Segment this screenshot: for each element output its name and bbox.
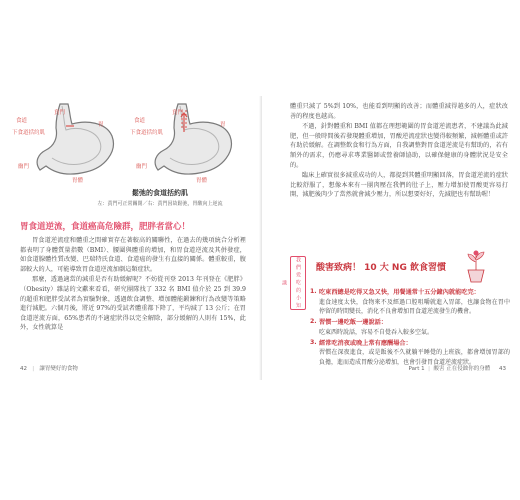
label-pylorus: 幽門: [18, 164, 30, 170]
tip-title: 經常吃消夜或晚上常有應酬場合：: [319, 339, 412, 347]
stomach-reflux-illustration: [144, 102, 244, 188]
right-folio: Part 1 | 酸害 正在侵蝕你的身體 43: [408, 366, 506, 372]
paragraph: 體重只減了 5%到 10%，也能看到明顯的改善；而體重減得越多的人，症狀改善的程度也越高。: [290, 103, 508, 120]
left-body-text: [20, 236, 246, 334]
list-item: [310, 318, 510, 337]
list-item: [310, 339, 510, 367]
tip-title: 吃東西總是吃得又急又快，用餐通常十五分鐘內就能吃完：: [319, 289, 480, 296]
label-pylorus-right: 幽門: [136, 164, 148, 170]
paragraph: 那麼，透過適當的減重是否有助緩解呢？不妨從刊登 2013 年刊登在《肥胖》（Obesity）雜誌的文獻來看看，研究團隊找了 332 名 BMI 值介於 25 到 39.9 的超重和肥胖受試者為實驗對象，透過飲食調整、增加體能鍛鍊和行為改變等策略進行減肥。六個月後，將近 97%的受試者體重都下降了，平均減了 13 公斤；在胃食道逆流方面，65%患者的不適症狀得以完全解除，部分緩解的人則有 15%，此外，女性就算是: [20, 276, 246, 332]
tips-list: [310, 288, 510, 369]
right-body-text: [290, 102, 508, 201]
tips-heading: 酸害致病！ 10 大 NG 飲食習慣: [316, 263, 446, 273]
paragraph: 臨床上確實很多減重成功的人，都提到其體重明顯回落，胃食道逆流的症狀比較舒服了，想像本來有一團肉壓在我們的肚子上，壓力增加使胃酸更容易打開，減肥後肉少了當然就會減少壓力，所以想要好好，先減肥也有幫助喔！: [290, 172, 508, 199]
right-page: [262, 96, 520, 380]
label-esophagus-right: 食道: [134, 118, 146, 124]
side-tab: 我 們 愛 吃 的 小 知 識: [290, 256, 306, 310]
label-cardia-right: 賁門: [172, 110, 184, 116]
running-title: 讓胃變好的食物: [39, 366, 78, 372]
book-spread: [0, 96, 520, 380]
left-page: [0, 96, 262, 380]
tip-body: 習慣在深夜進食，或是飯後不久就躺平睡覺的上班族，都會增加胃部的負擔，進而造成胃酸分泌增加，也會引發胃食道逆流症狀。: [319, 349, 510, 366]
figure-caption: [80, 188, 240, 207]
label-les-right: 下食道括約肌: [130, 130, 164, 136]
part-label: Part 1: [408, 366, 425, 372]
tip-number: 2.: [310, 318, 317, 325]
page-number: 43: [499, 366, 506, 372]
figure-caption-subtitle: 左：賁門可正常關閉／右：賁門因故鬆弛，胃酸向上逆流: [97, 201, 223, 207]
label-stomach-right: 胃: [220, 122, 226, 128]
label-esophagus: 食道: [16, 118, 28, 124]
plant-pot-icon: [458, 248, 494, 284]
figure-caption-title: 鬆弛的食道括約肌: [132, 189, 188, 197]
list-item: [310, 288, 510, 316]
label-body: 胃體: [72, 178, 84, 184]
section-heading: 胃食道逆流，食道癌高危險群，肥胖者當心！: [20, 222, 191, 232]
label-body-right: 胃體: [196, 178, 208, 184]
paragraph: 胃食道逆流症和體重之間確實存在著較高的關聯性，在過去的幾項統合分析裡都表明了身體質量指數（BMI）、腰圍與體重的增加，和胃食道逆流及其併發症，如食道腺體性質改變、巴瑞特氏食道、食道癌的發生有直接的關係。體重較重，腹部較大的人，可能導致胃食道逆流加劇這類症狀。: [20, 237, 246, 273]
page-number: 42: [20, 366, 27, 372]
stomach-figure: [12, 102, 252, 207]
tip-body: 吃東西時說話，容易不自覺吞入較多空氣。: [319, 328, 434, 336]
label-les: 下食道括約肌: [12, 130, 46, 136]
label-stomach: 胃: [98, 122, 104, 128]
tip-body: 進食速度太快，食物來不及經過口腔咀嚼就進入胃部，也讓食物在胃中停留的時間變長，消化不良會增加胃食道逆流發生的機會。: [319, 298, 510, 315]
left-folio: 42 | 讓胃變好的食物: [20, 366, 78, 372]
tip-title: 習慣一邊吃飯一邊說話：: [319, 319, 388, 326]
label-cardia: 賁門: [54, 110, 66, 116]
tip-number: 3.: [310, 338, 317, 346]
running-title: 酸害 正在侵蝕你的身體: [433, 366, 491, 372]
tip-number: 1.: [310, 288, 317, 295]
paragraph: 不過，針對體重和 BMI 值都在理想範圍的胃食道逆流患者，不建議為此減肥，但一般時間後若發現體重增加，胃酸逆流症狀也變得較頻繁，減輕體重或許有助於緩解。在調整飲食和行為方面，自我調整對胃食道逆流是有幫助的，若有額外的需求，仍應尋求專業醫師或營養師協助，以確保健康的身體狀況是安全的。: [290, 123, 508, 169]
